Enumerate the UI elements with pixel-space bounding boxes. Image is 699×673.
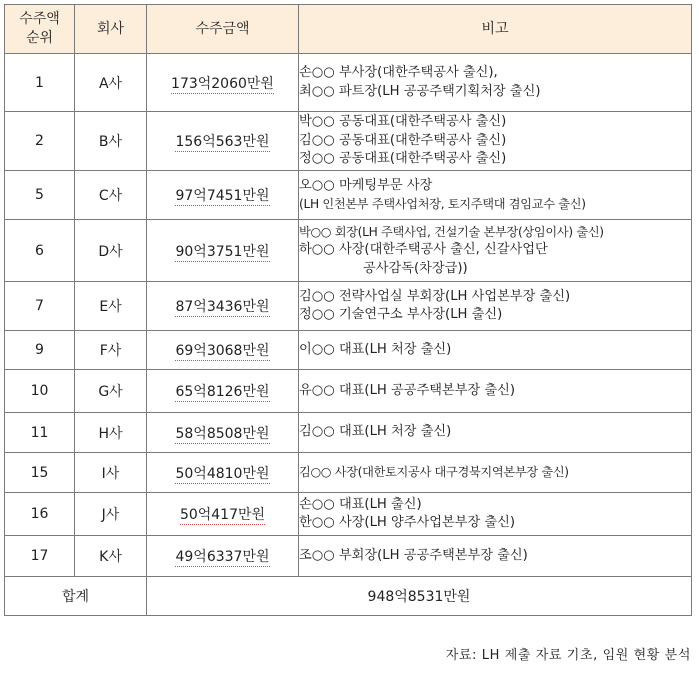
amount-cell <box>147 112 299 171</box>
amount-cell <box>147 282 299 331</box>
amount-text: 69억3068만원 <box>175 343 270 359</box>
total-amount: 948억8531만원 <box>367 589 471 605</box>
amount-cell <box>147 220 299 282</box>
company-cell: C사 <box>75 171 147 220</box>
rank-cell: 16 <box>5 493 75 536</box>
table-row <box>5 331 692 370</box>
header-row <box>5 5 692 54</box>
note-line: 한○○ 사장(LH 양주사업본부장 출신) <box>299 515 516 530</box>
note-cell <box>299 220 692 282</box>
note-line: 이○○ 대표(LH 처장 출신) <box>299 341 452 357</box>
amount-text: 97억7451만원 <box>175 188 270 204</box>
company-cell: A사 <box>75 54 147 112</box>
amount-text: 49억6337만원 <box>175 549 270 565</box>
table-row <box>5 370 692 413</box>
header-amount: 수주금액 <box>147 5 299 54</box>
company-cell: K사 <box>75 536 147 577</box>
note-cell <box>299 171 692 220</box>
amount-text: 90억3751만원 <box>175 243 270 260</box>
header-company: 회사 <box>75 5 147 54</box>
note-cell <box>299 331 692 370</box>
note-line: 박○○ 회장(LH 주택사업, 건설기술 본부장(상임이사) 출신) <box>299 224 604 239</box>
total-label: 합계 <box>5 577 147 616</box>
table-row <box>5 493 692 536</box>
contract-table <box>4 4 692 616</box>
table-row <box>5 413 692 453</box>
note-cell <box>299 493 692 536</box>
rank-cell: 9 <box>5 331 75 370</box>
header-note: 비고 <box>299 5 692 54</box>
note-line: 공사감독(차장급)) <box>363 260 468 276</box>
note-line: 정○○ 기술연구소 부사장(LH 출신) <box>299 307 503 322</box>
amount-cell <box>147 493 299 536</box>
amount-text: 65억8126만원 <box>175 384 270 400</box>
note-cell <box>299 370 692 413</box>
note-line: 정○○ 공동대표(대한주택공사 출신) <box>299 151 507 167</box>
company-cell: B사 <box>75 112 147 171</box>
note-line: 유○○ 대표(LH 공공주택본부장 출신) <box>299 382 516 398</box>
rank-cell: 10 <box>5 370 75 413</box>
note-line: 최○○ 파트장(LH 공공주택기획처장 출신) <box>299 83 541 99</box>
note-cell <box>299 112 692 171</box>
amount-text: 50억417만원 <box>179 507 266 523</box>
note-cell <box>299 413 692 453</box>
rank-cell: 11 <box>5 413 75 453</box>
table-row <box>5 54 692 112</box>
note-cell <box>299 282 692 331</box>
company-cell: E사 <box>75 282 147 331</box>
amount-cell <box>147 331 299 370</box>
rank-cell: 6 <box>5 220 75 282</box>
company-cell: H사 <box>75 413 147 453</box>
rank-cell: 2 <box>5 112 75 171</box>
amount-cell <box>147 54 299 112</box>
company-cell: J사 <box>75 493 147 536</box>
note-cell <box>299 536 692 577</box>
note-line: 김○○ 대표(LH 처장 출신) <box>299 424 452 440</box>
note-line: 하○○ 사장(대한주택공사 출신, 신갈사업단 <box>299 242 548 258</box>
rank-cell: 1 <box>5 54 75 112</box>
amount-cell <box>147 370 299 413</box>
note-line: (LH 인천본부 주택사업처장, 토지주택대 겸임교수 출신) <box>299 197 586 211</box>
amount-text: 156억563만원 <box>175 134 270 150</box>
note-cell <box>299 54 692 112</box>
source-note: 자료: LH 제출 자료 기초, 임원 현황 분석 <box>445 648 691 663</box>
table-row <box>5 112 692 171</box>
amount-text: 173억2060만원 <box>171 75 274 92</box>
note-line: 김○○ 사장(대한토지공사 대구경북지역본부장 출신) <box>299 465 569 480</box>
table-row <box>5 171 692 220</box>
company-cell: F사 <box>75 331 147 370</box>
table-row <box>5 453 692 493</box>
note-line: 김○○ 전략사업실 부회장(LH 사업본부장 출신) <box>299 288 571 304</box>
rank-cell: 7 <box>5 282 75 331</box>
note-line: 손○○ 대표(LH 출신) <box>299 496 422 512</box>
header-rank-line2: 순위 <box>25 30 54 46</box>
note-line: 오○○ 마케팅부문 사장 <box>299 177 433 193</box>
amount-cell <box>147 413 299 453</box>
note-line: 김○○ 공동대표(대한주택공사 출신) <box>299 132 507 148</box>
amount-cell <box>147 171 299 220</box>
amount-text: 87억3436만원 <box>175 299 270 315</box>
rank-cell: 15 <box>5 453 75 493</box>
note-line: 손○○ 부사장(대한주택공사 출신), <box>299 65 498 80</box>
note-line: 박○○ 공동대표(대한주택공사 출신) <box>299 114 507 130</box>
total-amount-cell <box>147 577 692 616</box>
rank-cell: 17 <box>5 536 75 577</box>
amount-text: 50억4810만원 <box>175 465 270 482</box>
header-rank-line1: 수주액 <box>19 11 60 27</box>
company-cell: G사 <box>75 370 147 413</box>
company-cell: I사 <box>75 453 147 493</box>
amount-text: 58억8508만원 <box>175 425 270 442</box>
total-row <box>5 577 692 616</box>
table-row <box>5 282 692 331</box>
company-cell: D사 <box>75 220 147 282</box>
note-cell <box>299 453 692 493</box>
amount-cell <box>147 453 299 493</box>
table-row <box>5 220 692 282</box>
amount-cell <box>147 536 299 577</box>
note-line: 조○○ 부회장(LH 공공주택본부장 출신) <box>299 547 528 563</box>
rank-cell: 5 <box>5 171 75 220</box>
table-row <box>5 536 692 577</box>
header-rank <box>5 5 75 54</box>
